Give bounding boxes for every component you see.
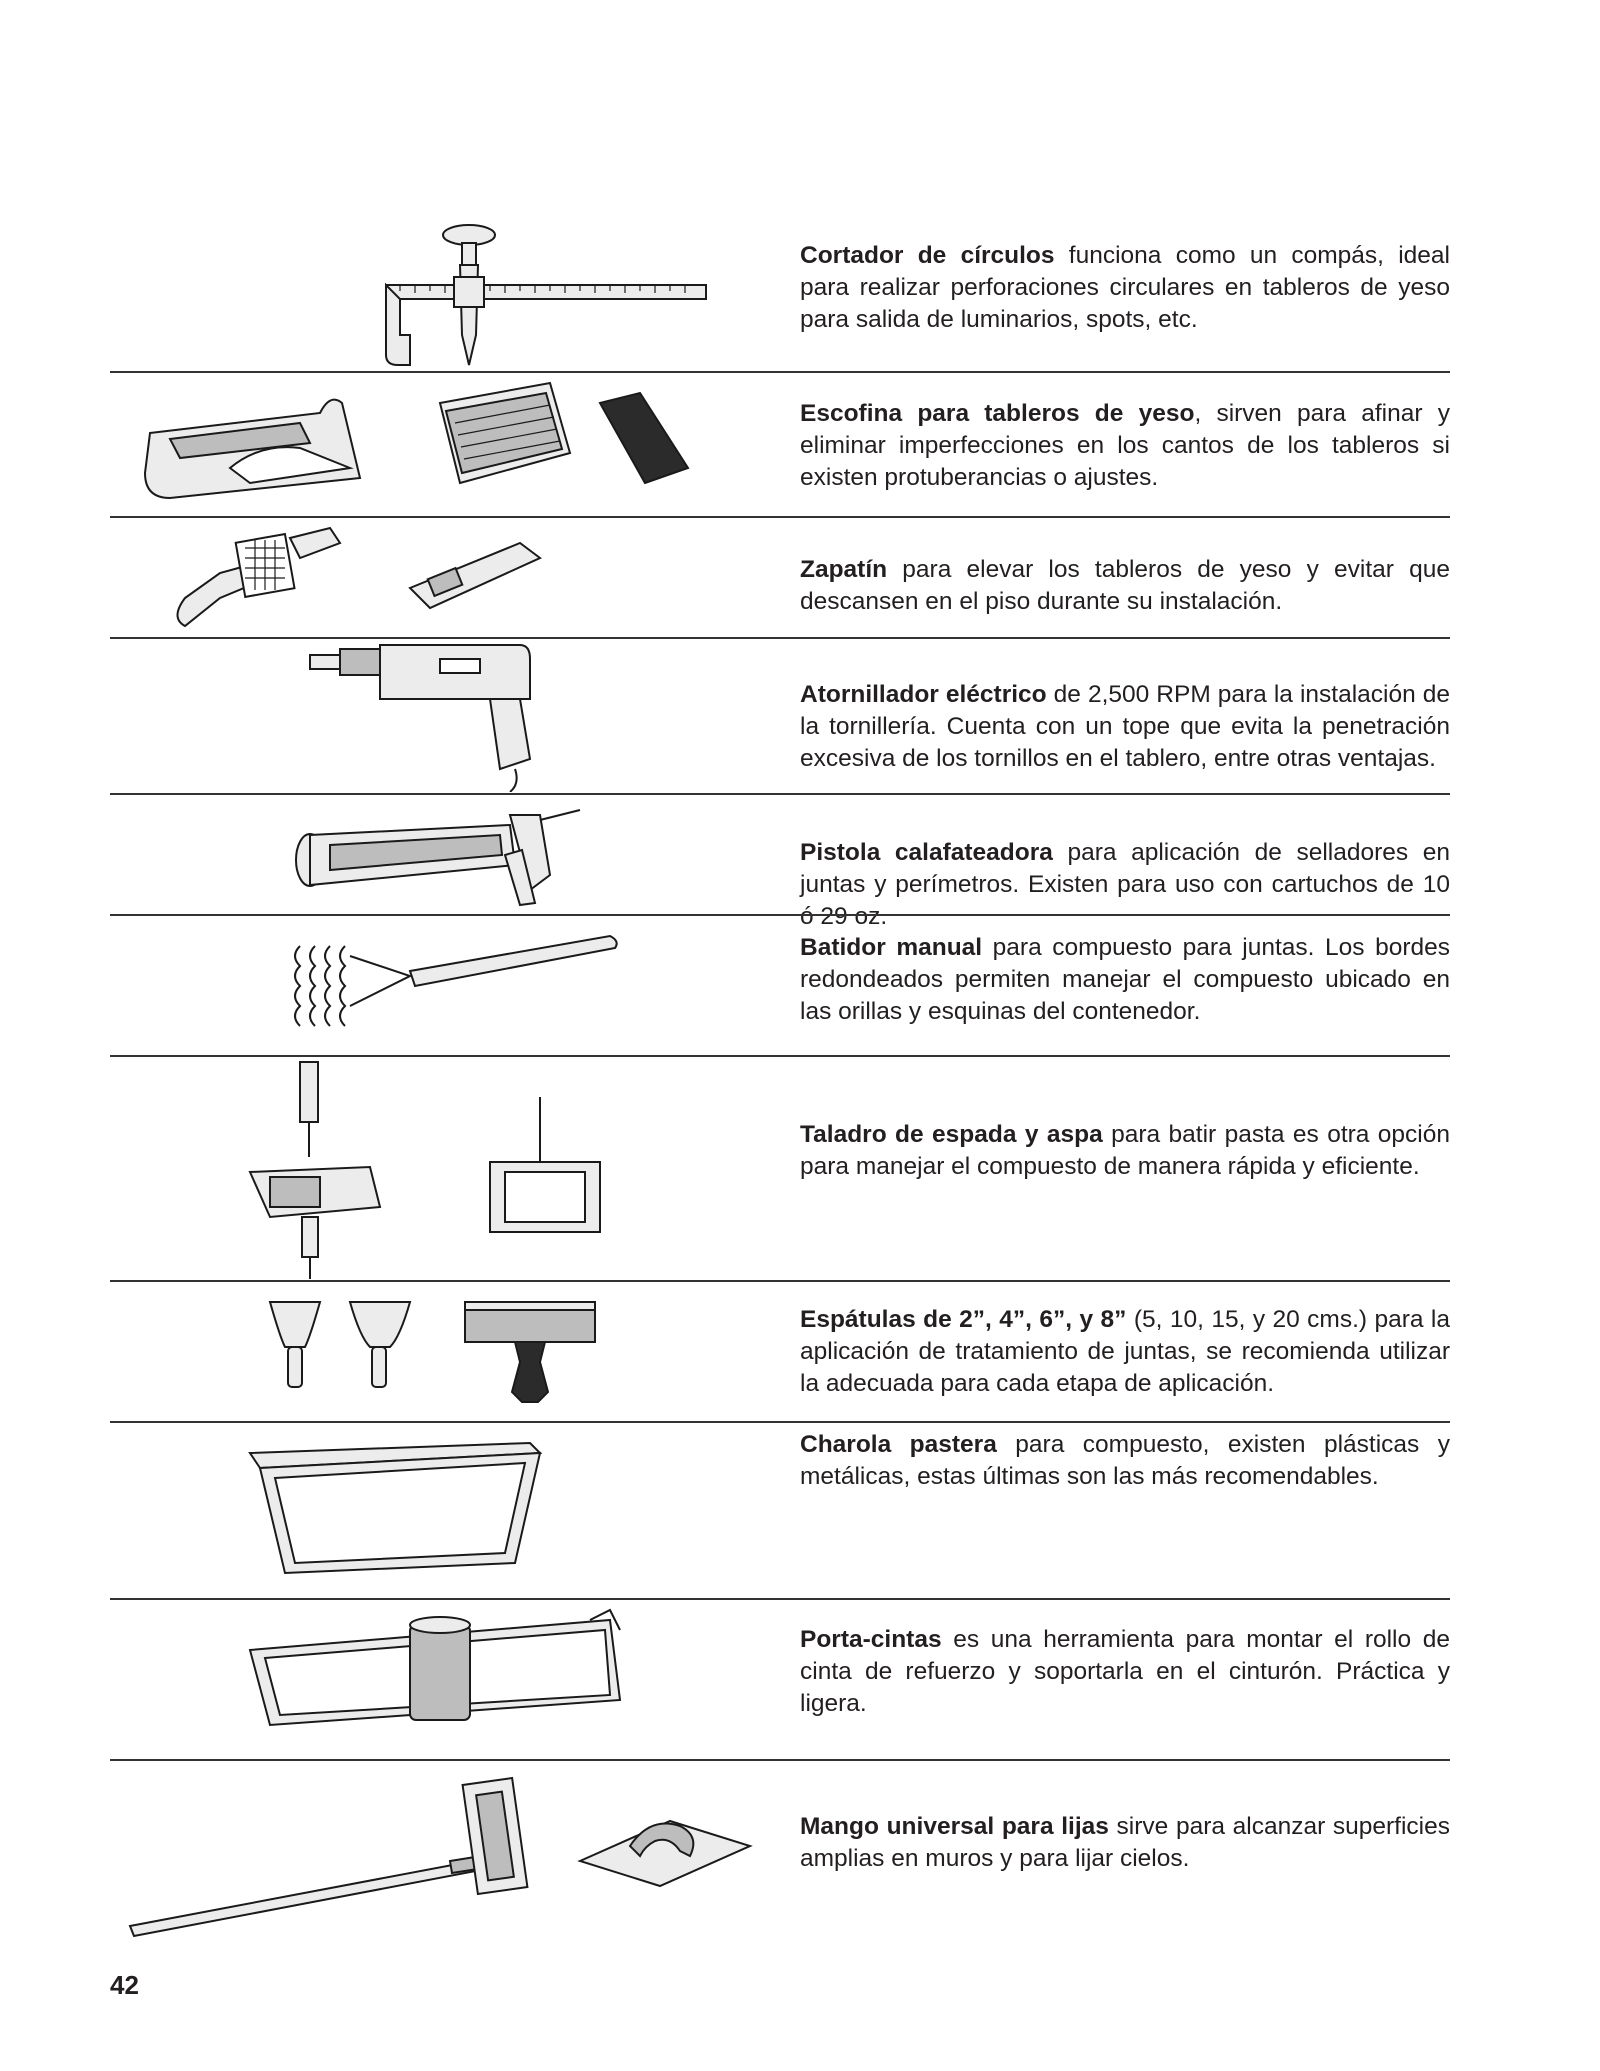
tool-name: Zapatín (800, 556, 888, 583)
tool-text: para aplicación de selladores en juntas y perímetros. Existen para uso con cartuchos de 10 ó 29 oz. (800, 839, 1450, 930)
tool-name: Porta-cintas (800, 1626, 942, 1653)
tool-row-tape-holder (110, 1600, 1450, 1758)
tool-name: Atornillador eléctrico (800, 681, 1047, 708)
tool-text: para compuesto para juntas. Los bordes redondeados permiten manejar el compuesto ubicado en las orillas y esquinas del contenedor. (800, 934, 1450, 1025)
drill-mixer-illustration (110, 1057, 790, 1279)
tool-text: es una herramienta para montar el rollo de cinta de refuerzo y soportarla en el cinturón. Práctica y ligera. (800, 1626, 1450, 1717)
board-lifter-illustration (110, 518, 790, 636)
sanding-pole-illustration (110, 1761, 790, 1941)
drill-mixer-description (800, 1119, 1450, 1183)
tool-text: (5, 10, 15, y 20 cms.) para la aplicación de tratamiento de juntas, se recomienda utilizar la adecuada para cada etapa de aplicación. (800, 1306, 1450, 1397)
tool-row-mud-pan (110, 1423, 1450, 1597)
tool-row-rasp (110, 373, 1450, 515)
tool-row-sanding-pole (110, 1761, 1450, 1941)
tool-text: sirve para alcanzar superficies amplias en muros y para lijar cielos. (800, 1813, 1450, 1872)
circle-cutter-illustration (110, 215, 790, 370)
mud-pan-description (800, 1429, 1450, 1493)
tool-name: Cortador de círculos (800, 242, 1055, 269)
tool-name: Taladro de espada y aspa (800, 1121, 1103, 1148)
page-number: 42 (110, 1970, 139, 2000)
tool-name: Mango universal para lijas (800, 1813, 1109, 1840)
hand-mixer-description (800, 932, 1450, 1028)
tape-holder-description (800, 1624, 1450, 1720)
electric-screwdriver-description (800, 679, 1450, 775)
circle-cutter-description (800, 240, 1450, 336)
tool-text: para batir pasta es otra opción para manejar el compuesto de manera rápida y eficiente. (800, 1121, 1450, 1180)
caulking-gun-illustration (110, 795, 790, 913)
mud-pan-illustration (110, 1423, 790, 1597)
rasp-illustration (110, 373, 790, 515)
spatulas-illustration (110, 1282, 790, 1420)
tool-row-caulking-gun (110, 795, 1450, 930)
tool-name: Charola pastera (800, 1431, 997, 1458)
tool-name: Pistola calafateadora (800, 839, 1053, 866)
spatulas-description (800, 1304, 1450, 1400)
tool-text: para elevar los tableros de yeso y evitar que descansen en el piso durante su instalación. (800, 556, 1450, 615)
board-lifter-description (800, 554, 1450, 618)
tool-name: Espátulas de 2”, 4”, 6”, y 8” (800, 1306, 1127, 1333)
tool-row-drill-mixer (110, 1057, 1450, 1279)
tool-row-spatulas (110, 1282, 1450, 1420)
tool-row-board-lifter (110, 518, 1450, 636)
tool-row-circle-cutter (110, 215, 1450, 370)
tool-text: , sirven para afinar y eliminar imperfecciones en los cantos de los tableros si existen protuberancias o ajustes. (800, 400, 1450, 491)
tool-row-electric-screwdriver (110, 639, 1450, 792)
rasp-description (800, 398, 1450, 494)
tool-name: Batidor manual (800, 934, 983, 961)
electric-screwdriver-illustration (110, 639, 790, 792)
tool-text: de 2,500 RPM para la instalación de la tornillería. Cuenta con un tope que evita la penetración excesiva de los tornillos en el tablero, entre otras ventajas. (800, 681, 1450, 772)
hand-mixer-illustration (110, 916, 790, 1054)
tool-text: para compuesto, existen plásticas y metálicas, estas últimas son las más recomendables. (800, 1431, 1451, 1490)
tool-name: Escofina para tableros de yeso (800, 400, 1195, 427)
tape-holder-illustration (110, 1600, 790, 1758)
tool-text: funciona como un compás, ideal para realizar perforaciones circulares en tableros de yeso para salida de luminarios, spots, etc. (800, 242, 1451, 333)
sanding-pole-description (800, 1811, 1450, 1875)
tool-row-hand-mixer (110, 916, 1450, 1054)
